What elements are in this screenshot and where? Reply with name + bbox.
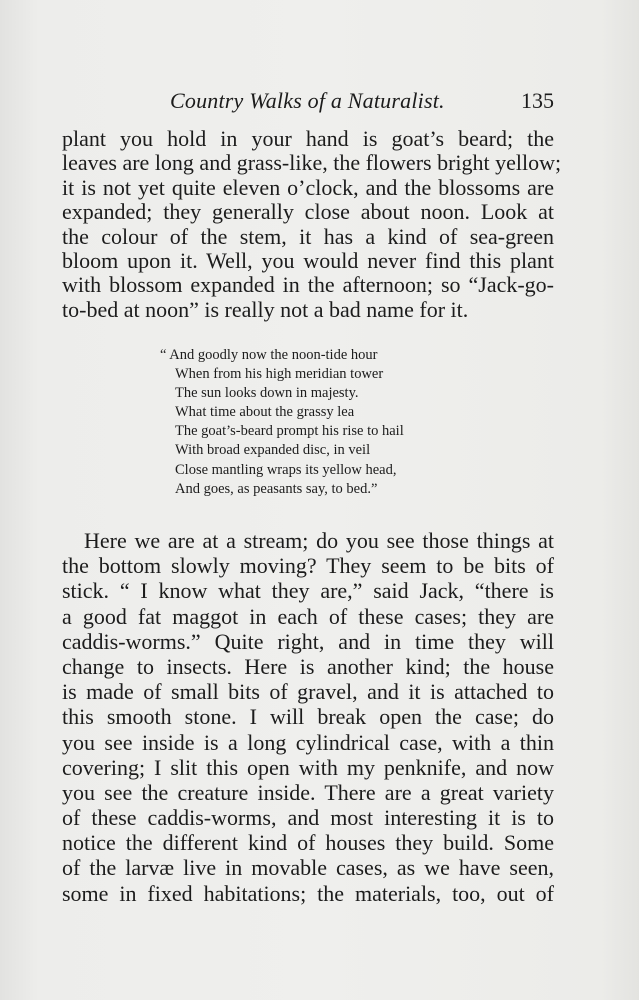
text-line: this smooth stone. I will break open the case; do	[62, 704, 554, 730]
text-line: you see inside is a long cylindrical case, with a thin	[62, 729, 554, 755]
verse-quotation	[160, 346, 460, 499]
text-line: leaves are long and grass-like, the flowers bright yellow;	[62, 150, 562, 176]
verse-line: With broad expanded disc, in veil	[175, 442, 371, 459]
text-line: change to insects. Here is another kind; the house	[62, 653, 554, 679]
page-number: 135	[521, 88, 554, 113]
page-header	[170, 88, 554, 116]
running-title: Country Walks of a Naturalist.	[170, 88, 445, 113]
text-line: it is not yet quite eleven o’clock, and the blossoms are	[62, 174, 554, 200]
paragraph-goats-beard	[62, 126, 562, 322]
text-line: the colour of the stem, it has a kind of sea-green	[62, 223, 554, 249]
verse-line: When from his high meridian tower	[175, 366, 384, 383]
text-line: of the larvæ live in movable cases, as we have seen,	[62, 855, 554, 881]
verse-line: Close mantling wraps its yellow head,	[175, 461, 397, 478]
text-line: to-bed at noon” is really not a bad name for it.	[62, 296, 469, 322]
text-line: plant you hold in your hand is goat’s beard; the	[62, 126, 554, 151]
text-line: with blossom expanded in the afternoon; so “Jack-go-	[62, 272, 554, 298]
paragraph-caddis-worms	[62, 529, 554, 907]
text-line: bloom upon it. Well, you would never find this plant	[62, 247, 554, 273]
verse-line: “ And goodly now the noon-tide hour	[160, 347, 378, 363]
text-line: the bottom slowly moving? They seem to be bits of	[62, 553, 554, 579]
text-line: is made of small bits of gravel, and it is attached to	[62, 679, 554, 705]
verse-line: The sun looks down in majesty.	[175, 385, 359, 402]
text-line: covering; I slit this open with my penknife, and now	[62, 754, 554, 780]
verse-line: The goat’s-beard prompt his rise to hail	[175, 423, 404, 440]
text-line: some in fixed habitations; the materials, too, out of	[62, 880, 554, 906]
text-line: Here we are at a stream; do you see those things at	[84, 528, 554, 553]
text-line: stick. “ I know what they are,” said Jack, “there is	[62, 578, 554, 604]
text-line: expanded; they generally close about noon. Look at	[62, 199, 554, 225]
text-line: of these caddis-worms, and most interesting it is to	[62, 805, 554, 831]
verse-line: And goes, as peasants say, to bed.”	[175, 480, 378, 497]
text-line: caddis-worms.” Quite right, and in time they will	[62, 628, 554, 654]
text-line: notice the different kind of houses they build. Some	[62, 830, 554, 856]
verse-line: What time about the grassy lea	[175, 404, 355, 421]
text-line: you see the creature inside. There are a great variety	[62, 779, 554, 805]
text-line: a good fat maggot in each of these cases; they are	[62, 603, 554, 629]
